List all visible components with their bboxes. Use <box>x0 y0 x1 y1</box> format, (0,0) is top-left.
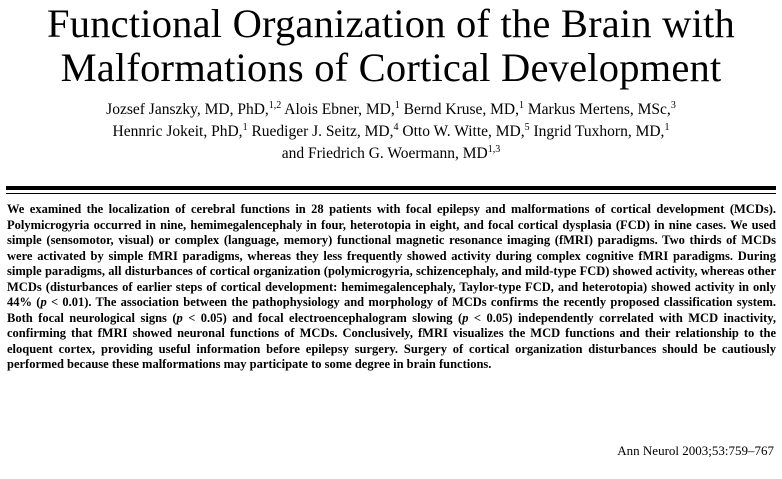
section-divider-thin <box>6 193 776 194</box>
author-list <box>0 99 782 165</box>
title-line-1: Functional Organization of the Brain with <box>47 1 735 46</box>
author-affiliation: 3 <box>670 99 676 111</box>
author-name: Hennric Jokeit, PhD, <box>112 123 243 140</box>
author-affiliation: 1 <box>394 99 400 111</box>
author-name: Ruediger J. Seitz, MD, <box>251 123 394 140</box>
p-value-symbol: p <box>462 310 469 325</box>
author-affiliation: 1,3 <box>487 143 501 155</box>
author-name: Alois Ebner, MD, <box>284 101 395 118</box>
author-name: Otto W. Witte, MD, <box>402 123 525 140</box>
abstract-text-1: We examined the localization of cerebral functions in 28 patients with focal epilepsy and malformations of cortical development (MCDs). Polymicrogyria occurred in nine, hemimegalencephaly in four, heterotopia in eight, and focal cortical dysplasia (FCD) in nine cases. We used simple (sensomotor, visual) or complex (language, memory) functional magnetic resonance imaging (fMRI) paradigms. Two thirds of MCDs were activated by simple fMRI paradigms, whereas they less frequently showed activity during complex cognitive fMRI paradigms. During simple paradigms, all disturbances of cortical organization (polymicrogyria, schizencephaly, and mild-type FCD) showed activity, whereas other MCDs (disturbances of earlier steps of cortical development: hemimegalencephaly, Taylor-type FCD, and heterotopia) showed activity in only 44% ( <box>7 202 776 309</box>
abstract-text-4: < 0.05) independently correlated with MCD inactivity, confirming that fMRI showed neuronal functions of MCDs. Conclusively, fMRI visualizes the MCD functions and their relationship to the eloquent cortex, providing useful information before epilepsy surgery. Surgery of cortical organization disturbances should be cautiously performed because these malformations may participate to some degree in brain functions. <box>7 310 776 371</box>
author-affiliation: 4 <box>393 121 399 133</box>
abstract-text-3: < 0.05) and focal electroencephalogram slowing ( <box>182 310 463 325</box>
author-name: Markus Mertens, MSc, <box>527 101 671 118</box>
author-name: Bernd Kruse, MD, <box>403 101 519 118</box>
p-value-symbol: p <box>176 310 183 325</box>
section-divider-thick <box>6 186 776 190</box>
p-value-symbol: p <box>40 295 47 309</box>
author-affiliation: 1 <box>242 121 248 133</box>
author-affiliation: 1 <box>519 99 524 111</box>
author-affiliation: 5 <box>524 121 530 133</box>
author-name: Jozsef Janszky, MD, PhD, <box>106 101 269 118</box>
author-affiliation: 1 <box>664 121 670 133</box>
title-line-2: Malformations of Cortical Development <box>60 45 722 90</box>
author-name: Ingrid Tuxhorn, MD, <box>533 123 665 140</box>
paper-title <box>0 2 782 90</box>
journal-citation: Ann Neurol 2003;53:759–767 <box>617 443 774 458</box>
author-name: and Friedrich G. Woermann, MD <box>281 145 488 162</box>
abstract <box>7 202 776 373</box>
author-affiliation: 1,2 <box>268 99 282 111</box>
abstract-text-2: < 0.01). The association between the pathophysiology and morphology of MCDs confirms the recently proposed classification system. Both focal neurological signs ( <box>7 295 776 325</box>
